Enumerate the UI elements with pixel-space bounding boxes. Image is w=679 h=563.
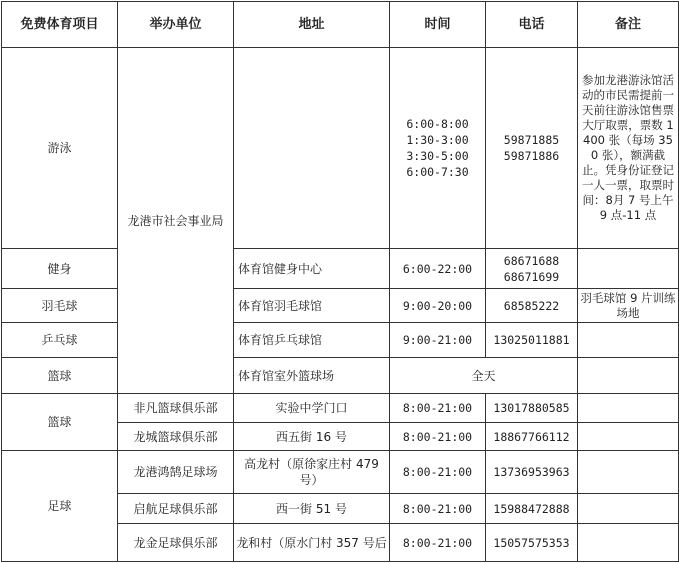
table-row xyxy=(2,394,679,423)
organizer-cell: 龙城篮球俱乐部 xyxy=(118,423,234,451)
note-cell xyxy=(578,323,679,358)
address-cell: 高龙村（原徐家庄村 479 号） xyxy=(234,451,390,494)
table-row xyxy=(2,451,679,494)
note-cell xyxy=(578,524,679,562)
time-cell: 8:00-21:00 xyxy=(390,394,486,423)
table-row xyxy=(2,289,679,323)
organizer-cell: 龙港市社会事业局 xyxy=(118,48,234,394)
phone-cell: 18867766112 xyxy=(486,423,578,451)
address-cell: 体育馆室外篮球场 xyxy=(234,358,390,394)
table-row xyxy=(2,249,679,289)
project-cell: 篮球 xyxy=(2,394,118,451)
project-cell: 篮球 xyxy=(2,358,118,394)
table-row xyxy=(2,48,679,249)
header-project: 免费体育项目 xyxy=(2,2,118,48)
note-cell xyxy=(578,494,679,524)
phone-cell: 13025011881 xyxy=(486,323,578,358)
organizer-cell: 启航足球俱乐部 xyxy=(118,494,234,524)
address-cell: 体育馆羽毛球馆 xyxy=(234,289,390,323)
organizer-cell: 龙金足球俱乐部 xyxy=(118,524,234,562)
header-row xyxy=(2,2,679,48)
address-cell: 体育馆健身中心 xyxy=(234,249,390,289)
header-time: 时间 xyxy=(390,2,486,48)
address-cell: 西五街 16 号 xyxy=(234,423,390,451)
time-cell: 9:00-20:00 xyxy=(390,289,486,323)
organizer-cell: 龙港鸿鹄足球场 xyxy=(118,451,234,494)
address-cell: 龙和村（原水门村 357 号后 xyxy=(234,524,390,562)
note-cell: 参加龙港游泳馆活动的市民需提前一天前往游泳馆售票大厅取票，票数 1400 张（每场 350 张），额满截止。凭身份证登记一人一票，取票时间：8月 7 号上午 9 点-11 点 xyxy=(578,48,679,249)
organizer-cell: 非凡篮球俱乐部 xyxy=(118,394,234,423)
time-cell: 6:00-8:00 1:30-3:00 3:30-5:00 6:00-7:30 xyxy=(390,48,486,249)
address-cell xyxy=(234,48,390,249)
time-cell: 8:00-21:00 xyxy=(390,494,486,524)
phone-cell: 68585222 xyxy=(486,289,578,323)
note-cell: 羽毛球馆 9 片训练场地 xyxy=(578,289,679,323)
phone-cell: 68671688 68671699 xyxy=(486,249,578,289)
note-cell xyxy=(578,423,679,451)
note-cell xyxy=(578,358,679,394)
project-cell: 乒乓球 xyxy=(2,323,118,358)
address-cell: 西一街 51 号 xyxy=(234,494,390,524)
project-cell: 足球 xyxy=(2,451,118,562)
note-cell xyxy=(578,249,679,289)
project-cell: 羽毛球 xyxy=(2,289,118,323)
note-cell xyxy=(578,394,679,423)
note-cell xyxy=(578,451,679,494)
address-cell: 体育馆乒乓球馆 xyxy=(234,323,390,358)
table-row xyxy=(2,358,679,394)
phone-cell: 59871885 59871886 xyxy=(486,48,578,249)
table-row xyxy=(2,323,679,358)
header-address: 地址 xyxy=(234,2,390,48)
header-note: 备注 xyxy=(578,2,679,48)
header-organizer: 举办单位 xyxy=(118,2,234,48)
time-cell: 8:00-21:00 xyxy=(390,524,486,562)
phone-cell: 15988472888 xyxy=(486,494,578,524)
sports-schedule-table xyxy=(1,1,679,562)
phone-cell: 13736953963 xyxy=(486,451,578,494)
address-cell: 实验中学门口 xyxy=(234,394,390,423)
time-cell: 8:00-21:00 xyxy=(390,451,486,494)
time-cell: 8:00-21:00 xyxy=(390,423,486,451)
header-phone: 电话 xyxy=(486,2,578,48)
time-cell: 6:00-22:00 xyxy=(390,249,486,289)
phone-cell: 13017880585 xyxy=(486,394,578,423)
time-cell: 9:00-21:00 xyxy=(390,323,486,358)
project-cell: 健身 xyxy=(2,249,118,289)
phone-cell: 15057575353 xyxy=(486,524,578,562)
time-phone-cell: 全天 xyxy=(390,358,578,394)
project-cell: 游泳 xyxy=(2,48,118,249)
